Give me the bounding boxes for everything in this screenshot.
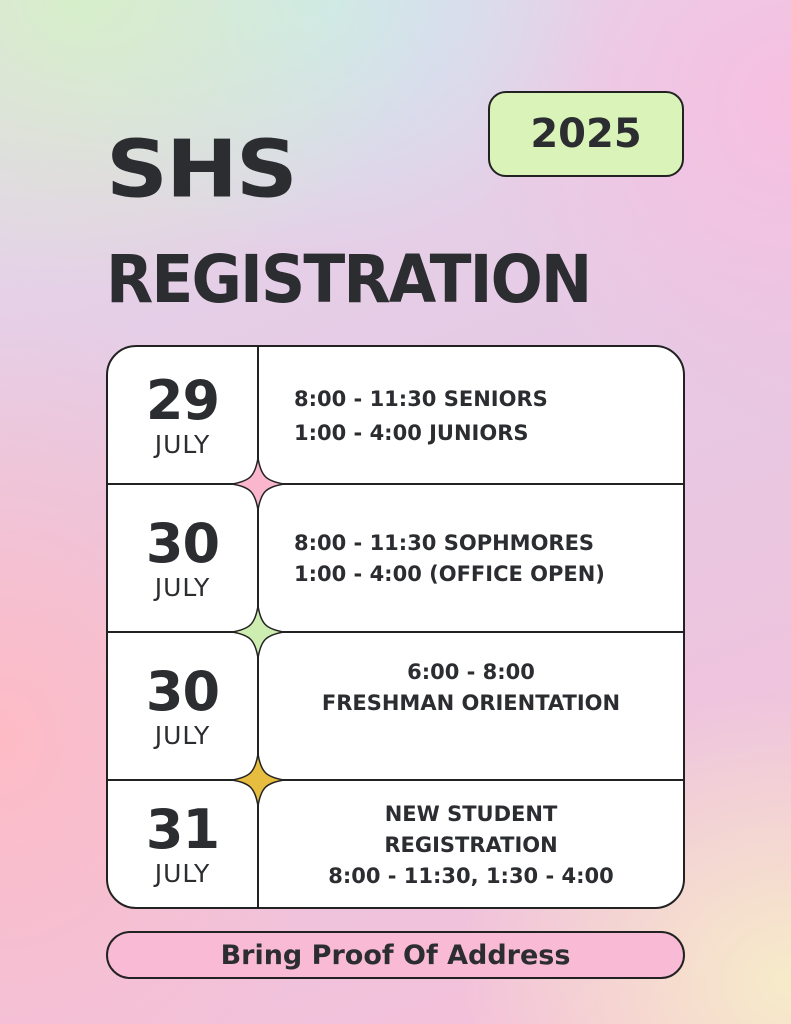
info-line: REGISTRATION xyxy=(384,832,558,857)
year-badge: 2025 xyxy=(488,91,684,177)
info-line: 6:00 - 8:00 xyxy=(407,660,535,684)
info-cell xyxy=(259,485,683,632)
date-month: JULY xyxy=(154,720,211,750)
info-line: NEW STUDENT xyxy=(384,801,558,826)
date-day: 30 xyxy=(145,511,220,575)
date-day: 30 xyxy=(145,659,220,723)
sparkle-icon xyxy=(230,456,286,512)
schedule-row-2 xyxy=(108,485,683,632)
info-line: 8:00 - 11:30 SENIORS xyxy=(294,386,548,411)
sparkle-icon xyxy=(230,752,286,808)
date-month: JULY xyxy=(154,572,211,602)
schedule-row-4 xyxy=(108,781,683,909)
info-cell xyxy=(259,347,683,484)
schedule-row-1 xyxy=(108,347,683,484)
info-line: 8:00 - 11:30, 1:30 - 4:00 xyxy=(328,863,614,888)
date-month: JULY xyxy=(154,429,211,459)
schedule-row-3 xyxy=(108,633,683,780)
info-line: 1:00 - 4:00 (OFFICE OPEN) xyxy=(294,561,605,586)
info-cell xyxy=(259,633,683,780)
info-line: FRESHMAN ORIENTATION xyxy=(321,691,621,715)
schedule-table xyxy=(106,345,685,909)
info-line: 1:00 - 4:00 JUNIORS xyxy=(294,420,529,445)
proof-of-address-banner: Bring Proof Of Address xyxy=(106,931,685,979)
title-registration: REGISTRATION xyxy=(106,241,591,318)
date-month: JULY xyxy=(154,859,211,888)
info-line: 8:00 - 11:30 SOPHMORES xyxy=(294,530,595,555)
sparkle-shape xyxy=(232,458,284,510)
sparkle-shape xyxy=(232,754,284,806)
sparkle-shape xyxy=(232,606,284,658)
info-cell xyxy=(259,781,683,909)
sparkle-icon xyxy=(230,604,286,660)
title-shs: SHS xyxy=(106,124,296,216)
date-day: 31 xyxy=(145,798,220,861)
date-day: 29 xyxy=(145,368,220,432)
